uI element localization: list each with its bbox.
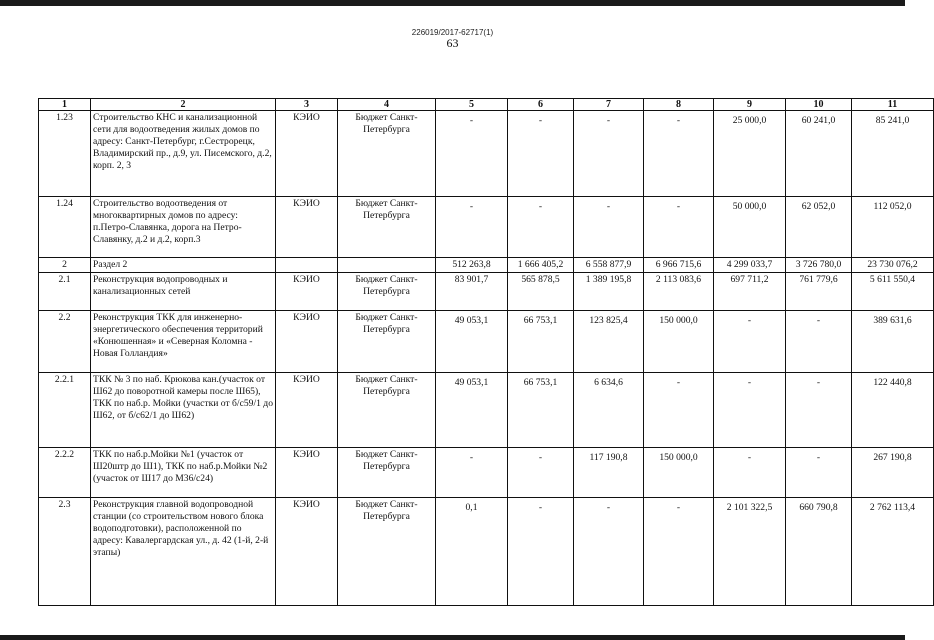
row-title: Реконструкция ТКК для инженерно-энергетического обеспечения территорий «Конюшенная» и «Северная Коломна - Новая Голландия» [91, 311, 276, 373]
value-cell: - [644, 111, 714, 197]
row-responsible: КЭИО [276, 111, 338, 197]
table-row [39, 197, 934, 258]
value-cell: 2 101 322,5 [714, 498, 786, 606]
row-responsible: КЭИО [276, 373, 338, 448]
value-cell: - [436, 448, 508, 498]
table-row [39, 273, 934, 311]
row-responsible: КЭИО [276, 273, 338, 311]
total-cell: 85 241,0 [852, 111, 934, 197]
value-cell: - [508, 448, 574, 498]
row-responsible: КЭИО [276, 197, 338, 258]
row-title: Строительство водоотведения от многоквартирных домов по адресу: п.Петро-Славянка, дорога на Петро-Славянку, д.2 и д.2, корп.3 [91, 197, 276, 258]
value-cell: 50 000,0 [714, 197, 786, 258]
value-cell: - [786, 373, 852, 448]
row-title: Реконструкция главной водопроводной станции (со строительством нового блока водоподготовки), расположенной по адресу: Кавалергардская ул., д. 42 (1-й, 2-й этапы) [91, 498, 276, 606]
row-number: 2.2.2 [39, 448, 91, 498]
value-cell: 6 966 715,6 [644, 258, 714, 273]
column-header: 11 [852, 99, 934, 111]
value-cell: 150 000,0 [644, 311, 714, 373]
budget-table [38, 98, 934, 606]
value-cell: - [508, 111, 574, 197]
value-cell: - [644, 498, 714, 606]
value-cell: 697 711,2 [714, 273, 786, 311]
value-cell: - [574, 111, 644, 197]
value-cell: - [644, 373, 714, 448]
value-cell: 66 753,1 [508, 311, 574, 373]
column-header: 4 [338, 99, 436, 111]
value-cell: - [508, 197, 574, 258]
value-cell: 123 825,4 [574, 311, 644, 373]
row-title: ТКК по наб.р.Мойки №1 (участок от Ш20штр до Ш1), ТКК по наб.р.Мойки №2 (участок от Ш17 до М36/с24) [91, 448, 276, 498]
row-number: 2.1 [39, 273, 91, 311]
total-cell: 112 052,0 [852, 197, 934, 258]
value-cell: 3 726 780,0 [786, 258, 852, 273]
value-cell: 6 558 877,9 [574, 258, 644, 273]
total-cell: 5 611 550,4 [852, 273, 934, 311]
table-row [39, 258, 934, 273]
value-cell: 0,1 [436, 498, 508, 606]
column-header: 3 [276, 99, 338, 111]
header-row [39, 99, 934, 111]
row-source: Бюджет Санкт-Петербурга [338, 111, 436, 197]
table-row [39, 111, 934, 197]
value-cell: 660 790,8 [786, 498, 852, 606]
row-number: 1.24 [39, 197, 91, 258]
row-source: Бюджет Санкт-Петербурга [338, 373, 436, 448]
value-cell: - [714, 448, 786, 498]
value-cell: - [786, 448, 852, 498]
total-cell: 122 440,8 [852, 373, 934, 448]
scan-edge-top [0, 0, 905, 6]
row-responsible: КЭИО [276, 311, 338, 373]
value-cell: 4 299 033,7 [714, 258, 786, 273]
value-cell: 1 389 195,8 [574, 273, 644, 311]
table-row [39, 373, 934, 448]
value-cell: 1 666 405,2 [508, 258, 574, 273]
column-header: 1 [39, 99, 91, 111]
row-source: Бюджет Санкт-Петербурга [338, 273, 436, 311]
row-number: 2 [39, 258, 91, 273]
row-responsible: КЭИО [276, 498, 338, 606]
row-source: Бюджет Санкт-Петербурга [338, 448, 436, 498]
value-cell: - [574, 197, 644, 258]
table-row [39, 498, 934, 606]
table-row [39, 311, 934, 373]
row-title: Раздел 2 [91, 258, 276, 273]
value-cell: - [574, 498, 644, 606]
scan-edge-bottom [0, 635, 905, 640]
value-cell: - [644, 197, 714, 258]
value-cell: - [714, 373, 786, 448]
value-cell: - [436, 197, 508, 258]
column-header: 7 [574, 99, 644, 111]
row-source: Бюджет Санкт-Петербурга [338, 311, 436, 373]
value-cell: - [786, 311, 852, 373]
column-header: 8 [644, 99, 714, 111]
row-number: 2.3 [39, 498, 91, 606]
value-cell: 66 753,1 [508, 373, 574, 448]
value-cell: 6 634,6 [574, 373, 644, 448]
value-cell: 25 000,0 [714, 111, 786, 197]
value-cell: 2 113 083,6 [644, 273, 714, 311]
page-number: 63 [446, 36, 459, 50]
total-cell: 267 190,8 [852, 448, 934, 498]
total-cell: 23 730 076,2 [852, 258, 934, 273]
table-row [39, 448, 934, 498]
column-header: 9 [714, 99, 786, 111]
row-responsible [276, 258, 338, 273]
value-cell: 83 901,7 [436, 273, 508, 311]
value-cell: 49 053,1 [436, 311, 508, 373]
value-cell: 62 052,0 [786, 197, 852, 258]
row-source: Бюджет Санкт-Петербурга [338, 197, 436, 258]
total-cell: 2 762 113,4 [852, 498, 934, 606]
row-title: ТКК № 3 по наб. Крюкова кан.(участок от Ш62 до поворотной камеры после Ш65), ТКК по наб.р. Мойки (участки от б/с59/1 до Ш62, от б/с62/1 до Ш62) [91, 373, 276, 448]
document-id: 226019/2017-62717(1) [411, 28, 494, 37]
row-title: Реконструкция водопроводных и канализационных сетей [91, 273, 276, 311]
column-header: 5 [436, 99, 508, 111]
value-cell: 565 878,5 [508, 273, 574, 311]
column-header: 6 [508, 99, 574, 111]
row-responsible: КЭИО [276, 448, 338, 498]
total-cell: 389 631,6 [852, 311, 934, 373]
row-number: 1.23 [39, 111, 91, 197]
value-cell: 60 241,0 [786, 111, 852, 197]
row-title: Строительство КНС и канализационной сети для водоотведения жилых домов по адресу: Санкт-Петербург, г.Сестрорецк, Владимирский пр., д.9, ул. Писемского, д.2, корп. 2, 3 [91, 111, 276, 197]
value-cell: - [714, 311, 786, 373]
column-header: 2 [91, 99, 276, 111]
value-cell: - [508, 498, 574, 606]
value-cell: 761 779,6 [786, 273, 852, 311]
value-cell: 49 053,1 [436, 373, 508, 448]
row-source: Бюджет Санкт-Петербурга [338, 498, 436, 606]
row-source [338, 258, 436, 273]
column-header: 10 [786, 99, 852, 111]
row-number: 2.2 [39, 311, 91, 373]
value-cell: 512 263,8 [436, 258, 508, 273]
value-cell: 117 190,8 [574, 448, 644, 498]
value-cell: 150 000,0 [644, 448, 714, 498]
value-cell: - [436, 111, 508, 197]
row-number: 2.2.1 [39, 373, 91, 448]
